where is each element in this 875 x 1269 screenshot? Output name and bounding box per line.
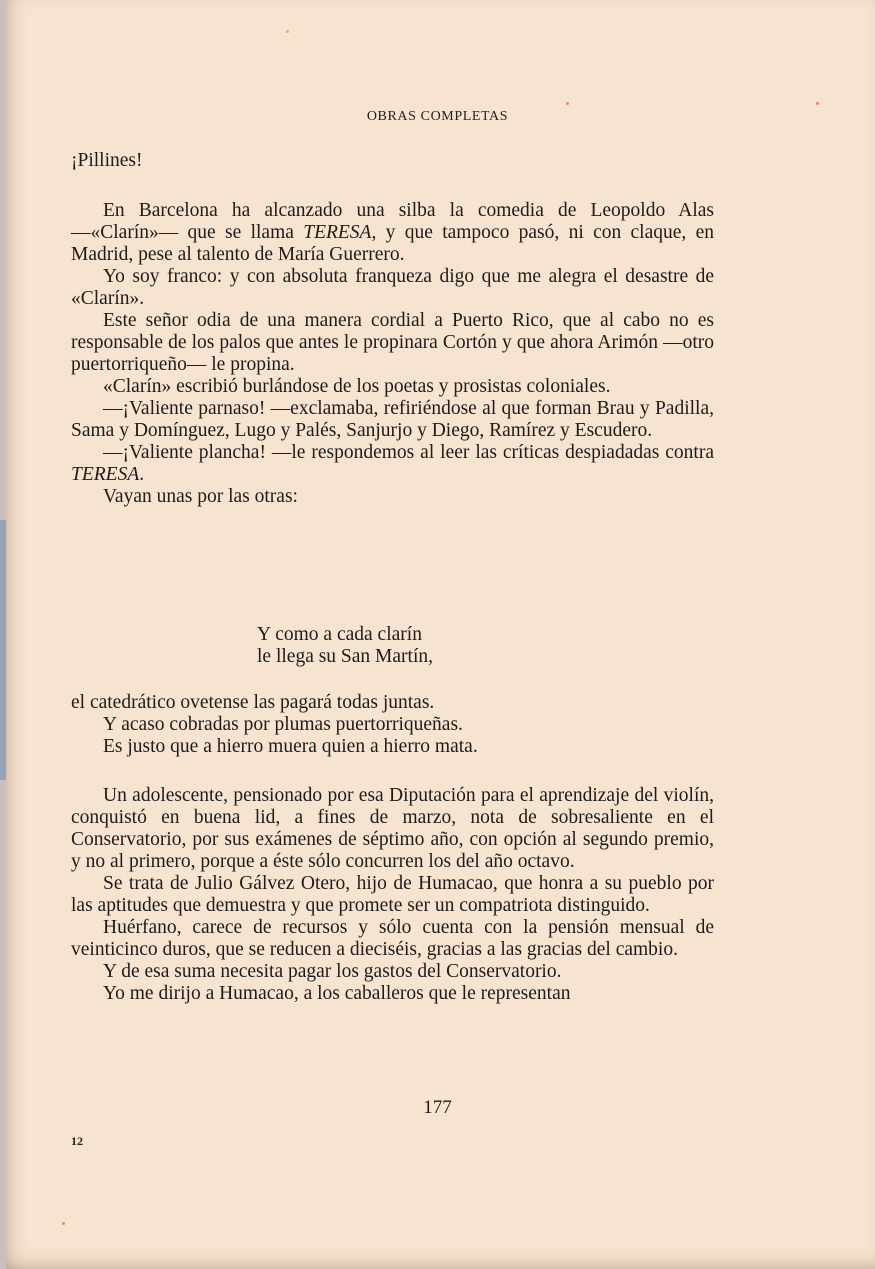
paragraph: «Clarín» escribió burlándose de los poetas y prosistas coloniales. (103, 376, 611, 397)
paragraph: Un adolescente, pensionado por esa Diputación para el aprendizaje del violín, conquistó en buena lid, a fines de marzo, nota de sobresaliente en el Conservatorio, por sus exámenes de séptimo año, con opción al segundo premio, y no al primero, porque a éste sólo concurren los del año octavo. (71, 785, 714, 872)
verse-line: le llega su San Martín, (257, 646, 434, 667)
paper-speck (286, 30, 289, 33)
paragraph: Es justo que a hierro muera quien a hierro mata. (103, 736, 478, 757)
article-title: ¡Pillines! (71, 150, 143, 171)
text-run: . (139, 464, 145, 485)
book-page (6, 0, 875, 1269)
paragraph: Vayan unas por las otras: (103, 486, 298, 507)
italic-title: TERESA (303, 222, 372, 243)
section-conclusion (71, 692, 714, 758)
signature-mark: 12 (71, 1134, 83, 1148)
paragraph: el catedrático ovetense las pagará todas juntas. (71, 692, 435, 713)
text-run: —¡Valiente plancha! —le respondemos al leer las críticas despiadadas contra (103, 442, 714, 463)
paragraph: —¡Valiente parnaso! —exclamaba, refiriéndose al que forman Brau y Padilla, Sama y Domínguez, Lugo y Palés, Sanjurjo y Diego, Ramírez y Escudero. (71, 398, 714, 441)
running-header: OBRAS COMPLETAS (366, 109, 509, 124)
paragraph: Yo soy franco: y con absoluta franqueza digo que me alegra el desastre de «Clarín». (71, 266, 714, 309)
paragraph: Yo me dirijo a Humacao, a los caballeros que le representan (103, 983, 571, 1004)
paragraph (71, 442, 714, 486)
paper-speck (62, 1222, 65, 1225)
article-title-block (71, 150, 714, 172)
text-run: , y que tampoco pasó, ni con claque, en Madrid, pese al talento de María Guerrero. (71, 222, 715, 265)
verse-quote (257, 624, 433, 668)
paragraph: Huérfano, carece de recursos y sólo cuenta con la pensión mensual de veinticinco duros, que se reducen a dieciséis, gracias a las gracias del cambio. (71, 917, 714, 960)
paragraph: Este señor odia de una manera cordial a Puerto Rico, que al cabo no es responsable de los palos que antes le propinara Cortón y que ahora Arimón —otro puertorriqueño— le propina. (71, 310, 714, 375)
paragraph: Y acaso cobradas por plumas puertorriqueñas. (103, 714, 463, 735)
page-number: 177 (423, 1097, 452, 1118)
paragraph (71, 200, 714, 266)
section-violinist (71, 785, 714, 1005)
section-clarin (71, 200, 714, 508)
paragraph: Se trata de Julio Gálvez Otero, hijo de Humacao, que honra a su pueblo por las aptitudes que demuestra y que promete ser un compatriota distinguido. (71, 873, 714, 916)
verse-line: Y como a cada clarín (257, 624, 422, 645)
text-run: En Barcelona ha alcanzado una silba la comedia de Leopoldo Alas —«Clarín»— que se llama (71, 200, 714, 243)
paper-speck (566, 102, 569, 105)
italic-title: TERESA (71, 464, 140, 485)
paragraph: Y de esa suma necesita pagar los gastos del Conservatorio. (103, 961, 562, 982)
paper-speck (816, 102, 819, 105)
